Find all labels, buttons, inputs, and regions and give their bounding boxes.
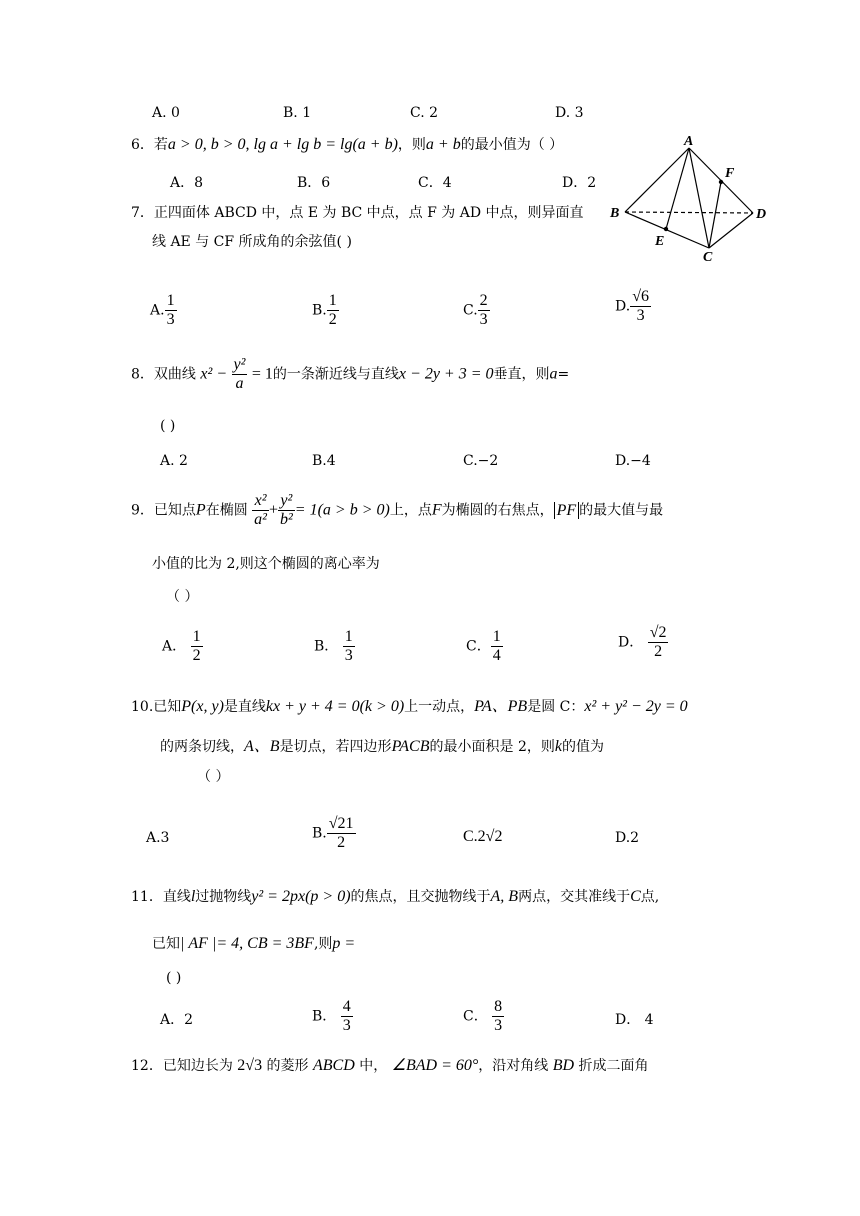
label-c: C — [703, 250, 713, 265]
tetrahedron-figure — [605, 133, 775, 268]
q6-text: ，则 — [397, 137, 426, 153]
label-a: A — [684, 134, 694, 149]
point-e-dot — [664, 227, 668, 231]
q6-stem — [131, 134, 563, 154]
q10-option-c: C.2√2 — [463, 828, 503, 845]
q8-option-c: C.−2 — [463, 453, 499, 469]
q7-option-d: D. $\frac{√6}{3}$ — [615, 288, 649, 324]
label-f: F — [725, 166, 735, 181]
q6-option-a: A．8 — [170, 175, 204, 191]
q7-line1: 7．正四面体 ABCD 中，点 E 为 BC 中点，点 F 为 AD 中点，则异面直 — [131, 205, 584, 221]
q10-line2: 的两条切线，A、B是切点，若四边形PACB的最小面积是 2，则k的值为 — [160, 738, 604, 755]
q6-option-d: D．2 — [562, 175, 597, 191]
q10-option-a: A.3 — [146, 830, 170, 846]
q11-option-d: D． 4 — [615, 1012, 654, 1028]
q8-option-b: B.4 — [312, 453, 336, 469]
edge-bd-hidden — [625, 212, 753, 213]
q8-stem: 8．双曲线 x² − $\frac{\text{y²}}{a}$ = 1的一条渐近线与直线x − 2y + 3 = 0垂直，则a= — [131, 356, 570, 392]
q11-stem: 11．直线l过抛物线y² = 2px(p > 0)的焦点，且交抛物线于A, B两点，交其准线于C点, — [131, 888, 660, 905]
q9-option-c: C． $\frac{1}{4}$ — [466, 628, 501, 664]
q6-expression: a + b — [425, 136, 461, 153]
q6-text: 的最小值为（ ） — [460, 137, 564, 153]
q7-option-c: C. $\frac{2}{3}$ — [463, 292, 488, 328]
q12-stem: 12．已知边长为 2√3 的菱形 ABCD 中， ∠BAD = 60°，沿对角线 BD 折成二面角 — [131, 1057, 649, 1074]
q9-answer-paren: （ ） — [166, 589, 199, 605]
q11-option-b: B． $\frac{4}{3}$ — [312, 998, 351, 1034]
q10-option-b: B. $\frac{√21}{2}$ — [312, 815, 354, 851]
q6-condition: a > 0, b > 0, lg a + lg b = lg(a + b) — [167, 136, 398, 153]
q9-option-d: D． $\frac{√2}{2}$ — [618, 624, 667, 660]
edge-cd — [709, 213, 753, 248]
label-b: B — [610, 206, 620, 221]
q5-option-b: B. 1 — [283, 105, 312, 121]
q9-option-a: A． $\frac{1}{2}$ — [162, 628, 201, 664]
q11-line2: 已知| AF |= 4, CB = 3BF,则p = — [152, 935, 356, 952]
q9-line2: 小值的比为 2,则这个椭圆的离心率为 — [152, 556, 380, 572]
q11-answer-paren: ( ) — [166, 970, 182, 986]
q10-answer-paren: （ ） — [197, 769, 230, 785]
q5-option-d: D. 3 — [555, 105, 584, 121]
q10-stem: 10.已知P(x, y)是直线kx + y + 4 = 0(k > 0)上一动点，PA、PB是圆 C：x² + y² − 2y = 0 — [131, 698, 688, 715]
q6-option-b: B．6 — [297, 175, 331, 191]
label-d: D — [756, 207, 767, 222]
q5-option-a: A. 0 — [152, 105, 180, 121]
q10-option-d: D.2 — [615, 830, 640, 846]
q9-option-b: B． $\frac{1}{3}$ — [314, 628, 353, 664]
q8-answer-paren: ( ) — [160, 418, 176, 434]
q7-option-a: A. $\frac{1}{3}$ — [150, 292, 175, 328]
q6-text: 若 — [153, 137, 168, 153]
q11-option-c: C． $\frac{8}{3}$ — [463, 998, 503, 1034]
q6-number: 6． — [131, 137, 154, 153]
q9-stem: 9．已知点P在椭圆 $\frac{\text{x²}}{\text{a²}}$ + $\frac{\text{y²}}{\text{b²}}$ = 1(a > b > 0)上，点F为椭圆的右焦点， PF 的最大值与最 — [131, 492, 664, 528]
point-f-dot — [719, 180, 723, 184]
q11-option-a: A．2 — [160, 1012, 194, 1028]
q7-line2: 线 AE 与 CF 所成角的余弦值( ) — [152, 234, 352, 250]
label-e: E — [655, 234, 665, 249]
q8-option-a: A. 2 — [160, 453, 188, 469]
q7-option-b: B. $\frac{1}{2}$ — [312, 292, 337, 328]
q5-option-c: C. 2 — [410, 105, 439, 121]
segment-cf — [709, 182, 721, 248]
edge-ac — [689, 148, 709, 248]
q8-option-d: D.−4 — [615, 453, 651, 469]
q6-option-c: C．4 — [418, 175, 452, 191]
